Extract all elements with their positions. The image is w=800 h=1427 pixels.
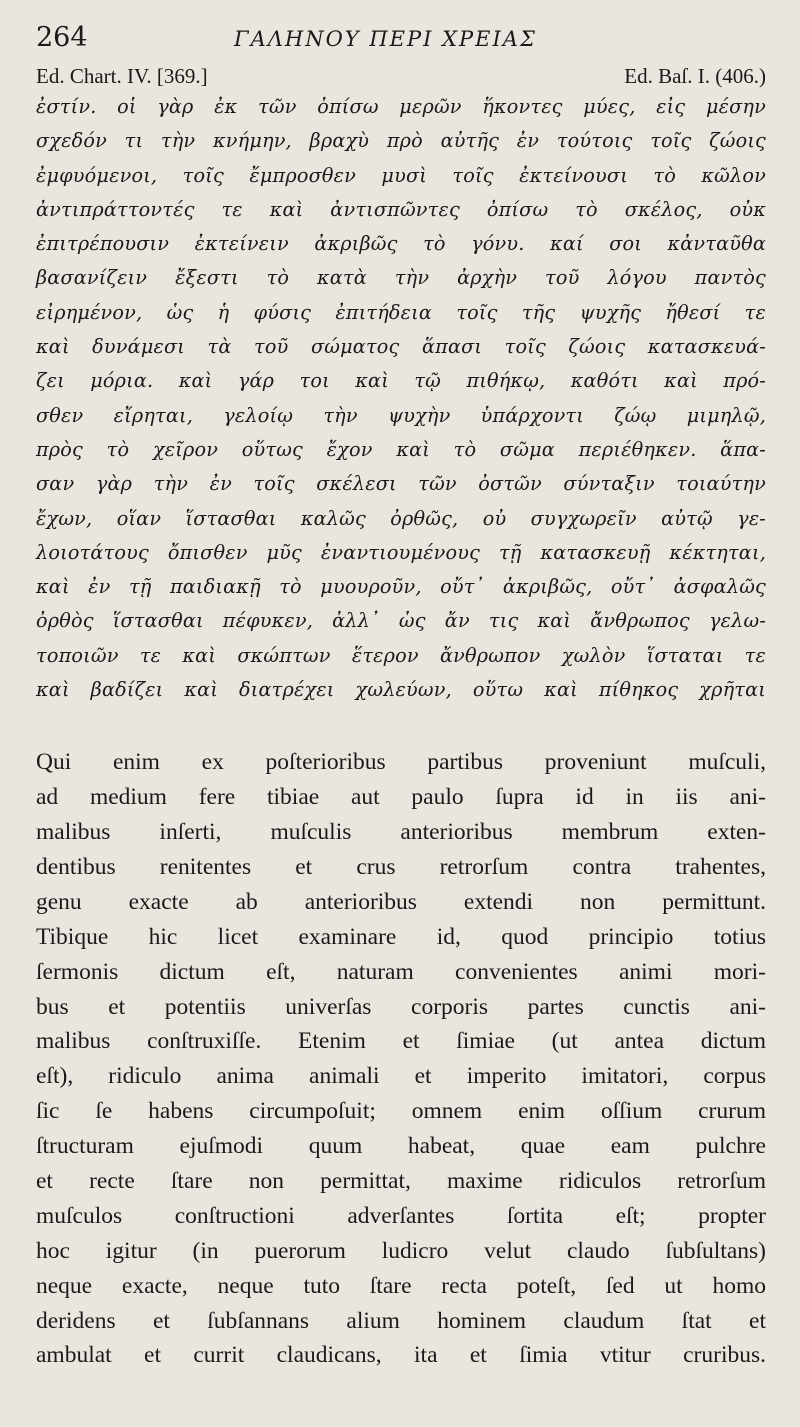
latin-text-line: Qui enim ex poſterioribus partibus proveniunt muſculi, bbox=[36, 749, 766, 776]
running-head bbox=[36, 22, 766, 64]
greek-text-line: ζει μόρια. καὶ γάρ τοι καὶ τῷ πιθήκῳ, καθότι καὶ πρό- bbox=[36, 369, 766, 393]
latin-text-line: malibus conſtruxiſſe. Etenim et ſimiae (ut antea dictum bbox=[36, 1028, 766, 1055]
greek-text-line: ἐστίν. οἱ γὰρ ἐκ τῶν ὀπίσω μερῶν ἥκοντες μύες, εἰς μέσην bbox=[36, 95, 766, 118]
greek-text-line: βασανίζειν ἔξεστι τὸ κατὰ τὴν ἀρχὴν τοῦ λόγου παντὸς bbox=[36, 266, 766, 290]
edition-left: Ed. Chart. IV. [369.] bbox=[36, 64, 208, 88]
running-title: ΓΑΛΗΝΟΥ ΠΕΡΙ ΧΡΕΙΑΣ bbox=[234, 27, 537, 51]
greek-text-block bbox=[36, 90, 766, 707]
greek-text-line: τοποιῶν τε καὶ σκώπτων ἕτερον ἄνθρωπον χωλὸν ἵσταται τε bbox=[36, 643, 766, 667]
latin-text-block bbox=[36, 745, 766, 1373]
latin-text-line: dentibus renitentes et crus retrorſum contra trahentes, bbox=[36, 854, 766, 881]
greek-text-line: σχεδόν τι τὴν κνήμην, βραχὺ πρὸ αὐτῆς ἐν τούτοις τοῖς ζώοις bbox=[36, 129, 766, 153]
latin-text-line: muſculos conſtructioni adverſantes ſortita eſt; propter bbox=[36, 1202, 766, 1229]
latin-text-line: bus et potentiis univerſas corporis partes cunctis ani- bbox=[36, 993, 766, 1020]
greek-text-line: ἐπιτρέπουσιν ἐκτείνειν ἀκριβῶς τὸ γόνυ. καί σοι κἀνταῦθα bbox=[36, 232, 766, 256]
latin-text-line: Tibique hic licet examinare id, quod principio totius bbox=[36, 923, 766, 950]
greek-text-line: σθεν εἴρηται, γελοίῳ τὴν ψυχὴν ὑπάρχοντι ζώῳ μιμηλῷ, bbox=[36, 403, 766, 427]
latin-text-line: eſt), ridiculo anima animali et imperito imitatori, corpus bbox=[36, 1063, 766, 1090]
latin-text-line: deridens et ſubſannans alium hominem claudum ſtat et bbox=[36, 1307, 766, 1334]
greek-text-line: σαν γὰρ τὴν ἐν τοῖς σκέλεσι τῶν ὀστῶν σύνταξιν τοιαύτην bbox=[36, 472, 766, 496]
latin-text-line: malibus inſerti, muſculis anterioribus membrum exten- bbox=[36, 819, 766, 846]
latin-text-line: neque exacte, neque tuto ſtare recta poteſt, ſed ut homo bbox=[36, 1272, 766, 1299]
greek-text-line: ὀρθὸς ἵστασθαι πέφυκεν, ἀλλ᾽ ὡς ἄν τις καὶ ἄνθρωπος γελω- bbox=[36, 609, 766, 633]
page-number: 264 bbox=[36, 22, 88, 53]
greek-text-line: λοιοτάτους ὄπισθεν μῦς ἐναντιουμένους τῇ κατασκευῇ κέκτηται, bbox=[36, 540, 766, 564]
latin-text-line: ad medium fere tibiae aut paulo ſupra id in iis ani- bbox=[36, 784, 766, 811]
greek-text-line: ἔχων, οἵαν ἵστασθαι καλῶς ὀρθῶς, οὐ συγχωρεῖν αὐτῷ γε- bbox=[36, 506, 766, 530]
latin-text-line: ambulat et currit claudicans, ita et ſimia vtitur cruribus. bbox=[36, 1342, 766, 1369]
edition-references bbox=[36, 62, 766, 90]
latin-text-line: ſermonis dictum eſt, naturam convenientes animi mori- bbox=[36, 958, 766, 985]
greek-text-line: πρὸς τὸ χεῖρον οὕτως ἔχον καὶ τὸ σῶμα περιέθηκεν. ἅπα- bbox=[36, 437, 766, 461]
greek-text-line: ἀντιπράττοντές τε καὶ ἀντισπῶντες ὀπίσω τὸ σκέλος, οὐκ bbox=[36, 197, 766, 221]
latin-text-line: ſic ſe habens circumpoſuit; omnem enim oſſium crurum bbox=[36, 1098, 766, 1125]
latin-text-line: genu exacte ab anterioribus extendi non permittunt. bbox=[36, 888, 766, 915]
greek-text-line: καὶ βαδίζει καὶ διατρέχει χωλεύων, οὕτω καὶ πίθηκος χρῆται bbox=[36, 678, 766, 702]
edition-right: Ed. Baſ. I. (406.) bbox=[624, 64, 766, 88]
greek-text-line: καὶ δυνάμεσι τὰ τοῦ σώματος ἅπασι τοῖς ζώοις κατασκευά- bbox=[36, 335, 766, 359]
latin-text-line: et recte ſtare non permittat, maxime ridiculos retrorſum bbox=[36, 1168, 766, 1195]
latin-text-line: ſtructuram ejuſmodi quum habeat, quae eam pulchre bbox=[36, 1133, 766, 1160]
latin-text-line: hoc igitur (in puerorum ludicro velut claudo ſubſultans) bbox=[36, 1237, 766, 1264]
greek-text-line: εἰρημένον, ὡς ἡ φύσις ἐπιτήδεια τοῖς τῆς ψυχῆς ἤθεσί τε bbox=[36, 300, 766, 324]
greek-text-line: ἐμφυόμενοι, τοῖς ἔμπροσθεν μυσὶ τοῖς ἐκτείνουσι τὸ κῶλον bbox=[36, 163, 766, 187]
greek-text-line: καὶ ἐν τῇ παιδιακῇ τὸ μυουροῦν, οὔτ᾽ ἀκριβῶς, οὔτ᾽ ἀσφαλῶς bbox=[36, 575, 766, 599]
